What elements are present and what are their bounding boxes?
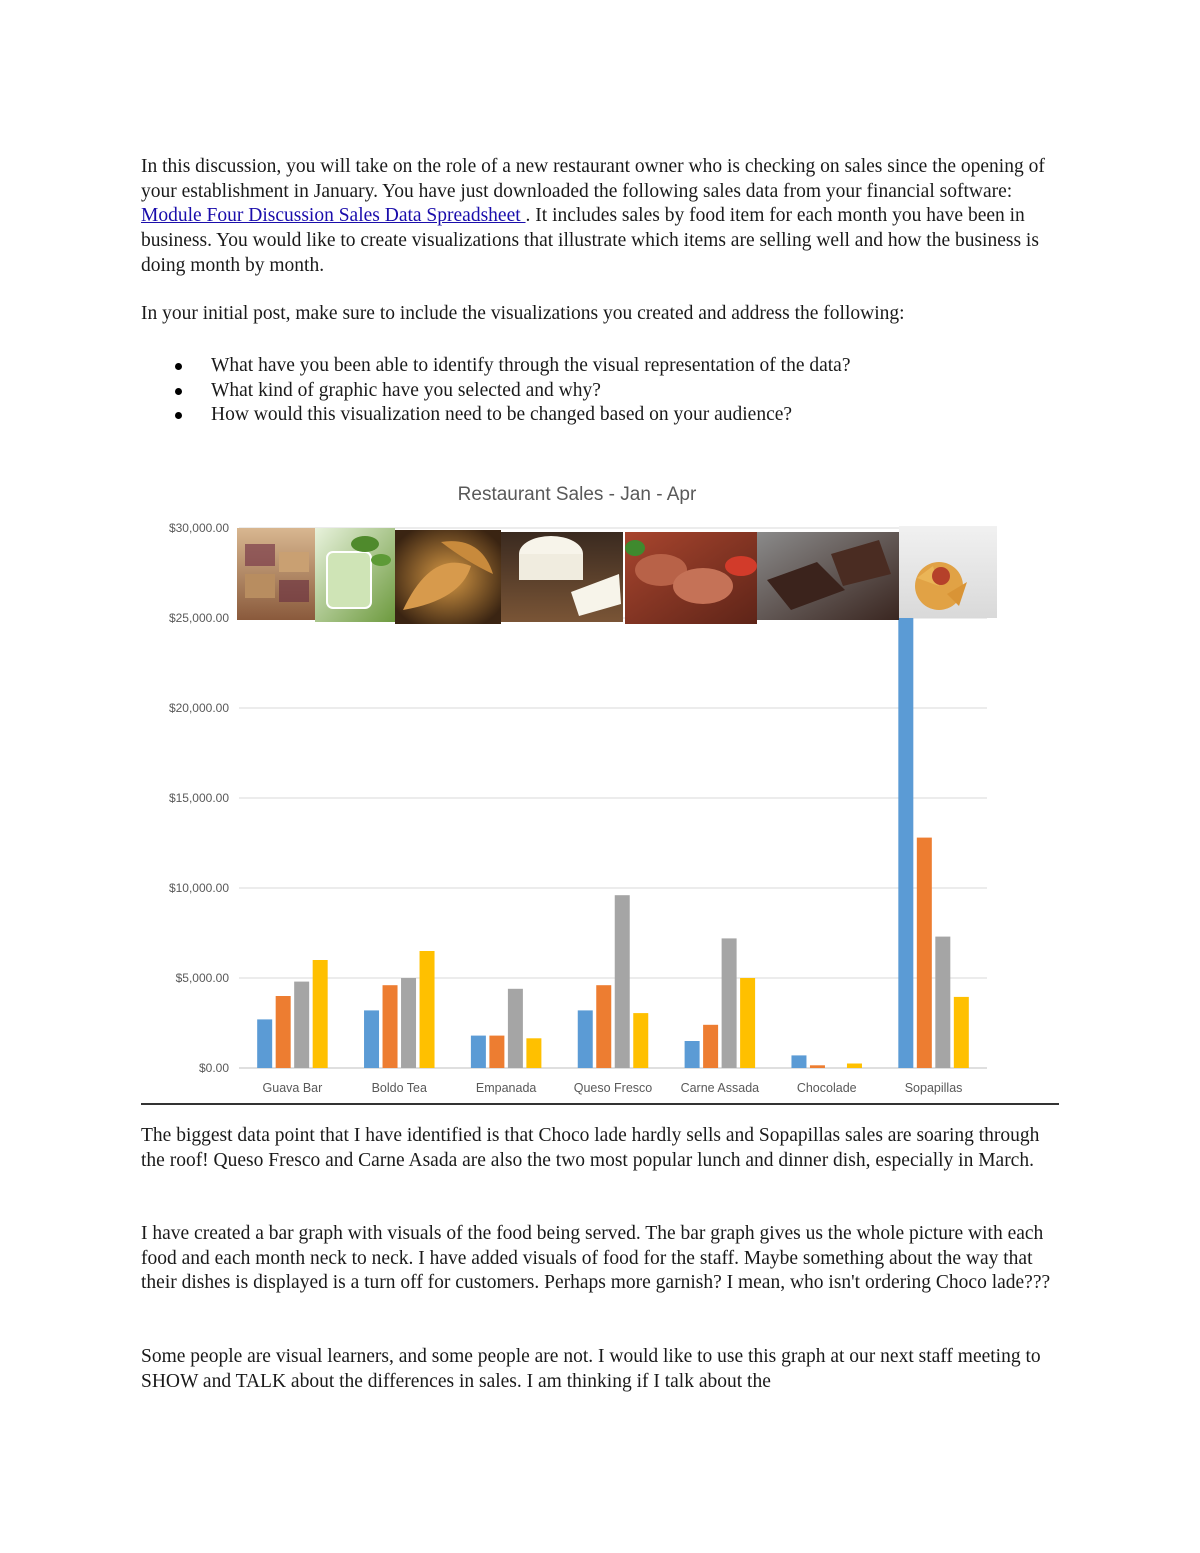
bar-jan-0 <box>257 1019 272 1068</box>
list-item-text: What have you been able to identify through the visual representation of the data? <box>211 355 851 376</box>
bar-apr-2 <box>526 1038 541 1068</box>
x-tick-label: Empanada <box>475 1081 537 1095</box>
bar-feb-0 <box>276 996 291 1068</box>
bar-apr-0 <box>313 960 328 1068</box>
bullet-icon <box>175 412 182 419</box>
x-tick-label: Boldo Tea <box>371 1081 427 1095</box>
spreadsheet-link[interactable]: Module Four Discussion Sales Data Spreadsheet <box>141 205 526 227</box>
bullet-icon <box>175 363 182 370</box>
bar-jan-5 <box>791 1055 806 1068</box>
guava-bar-photo <box>237 528 315 620</box>
chocolate-photo <box>757 532 899 620</box>
bar-jan-3 <box>578 1010 593 1068</box>
list-item <box>141 403 1041 428</box>
bar-jan-4 <box>685 1041 700 1068</box>
chart-title: Restaurant Sales - Jan - Apr <box>457 484 697 505</box>
bar-jan-6 <box>898 618 913 1068</box>
sopapillas-photo <box>899 526 997 618</box>
y-tick-label: $0.00 <box>198 1061 229 1075</box>
food-photo-strip <box>237 526 997 624</box>
bar-feb-1 <box>383 985 398 1068</box>
x-tick-label: Chocolade <box>796 1081 857 1095</box>
list-item <box>141 379 1041 404</box>
bar-feb-5 <box>810 1065 825 1068</box>
bar-apr-3 <box>633 1013 648 1068</box>
y-tick-label: $10,000.00 <box>168 881 229 895</box>
bar-mar-4 <box>722 938 737 1068</box>
bar-mar-1 <box>401 978 416 1068</box>
bar-apr-1 <box>420 951 435 1068</box>
bar-jan-2 <box>471 1036 486 1068</box>
boldo-tea-photo <box>315 528 395 622</box>
bar-feb-3 <box>596 985 611 1068</box>
carne-asada-photo <box>625 532 757 624</box>
queso-fresco-photo <box>501 532 623 622</box>
bullet-icon <box>175 388 182 395</box>
bar-feb-6 <box>917 838 932 1068</box>
x-tick-label: Sopapillas <box>904 1081 963 1095</box>
bar-feb-4 <box>703 1025 718 1068</box>
x-tick-label: Queso Fresco <box>573 1081 653 1095</box>
y-tick-label: $25,000.00 <box>168 611 229 625</box>
bar-mar-6 <box>935 937 950 1068</box>
bar-mar-0 <box>294 982 309 1068</box>
y-tick-label: $30,000.00 <box>168 521 229 535</box>
empanada-photo <box>395 530 501 624</box>
prompt-paragraph: In your initial post, make sure to include the visualizations you created and address the following: <box>141 303 905 324</box>
bar-mar-3 <box>615 895 630 1068</box>
audience-paragraph: Some people are visual learners, and some people are not. I would like to use this graph at our next staff meeting to SHOW and TALK about the differences in sales. I am thinking if I talk about the <box>141 1346 1041 1392</box>
bars <box>257 618 969 1068</box>
x-tick-label: Carne Assada <box>680 1081 760 1095</box>
intro-text-2: . It includes sales by food item for each month you have been in business. You would like to create visualizations that illustrate which items are selling well and how the business is doing month by month. <box>141 205 1039 276</box>
list-item <box>141 354 1041 379</box>
list-item-text: How would this visualization need to be changed based on your audience? <box>211 404 793 426</box>
x-axis <box>263 1081 963 1095</box>
bar-apr-6 <box>954 997 969 1068</box>
list-item-text: What kind of graphic have you selected and why? <box>211 379 601 401</box>
bar-apr-4 <box>740 978 755 1068</box>
sales-bar-chart <box>141 470 1061 1110</box>
bar-feb-2 <box>489 1036 504 1068</box>
question-list <box>141 354 1041 428</box>
y-tick-label: $15,000.00 <box>168 791 229 805</box>
y-tick-label: $20,000.00 <box>168 701 229 715</box>
x-tick-label: Guava Bar <box>262 1081 323 1095</box>
graphic-choice-paragraph: I have created a bar graph with visuals of the food being served. The bar graph gives us the whole picture with each food and each month neck to neck. I have added visuals of food for the staff. Maybe something about the way that their dishes is displayed is a turn off for customers. Perhaps more garnish? I mean, who isn't ordering Choco lade??? <box>141 1223 1051 1294</box>
intro-paragraph <box>141 155 1061 279</box>
bar-mar-2 <box>508 989 523 1068</box>
bar-apr-5 <box>847 1064 862 1069</box>
intro-text-1: In this discussion, you will take on the role of a new restaurant owner who is checking on sales since the opening of your establishment in January. You have just downloaded the following sales data from your financial software: <box>141 156 1045 202</box>
bar-jan-1 <box>364 1010 379 1068</box>
y-tick-label: $5,000.00 <box>175 971 229 985</box>
findings-paragraph: The biggest data point that I have identified is that Choco lade hardly sells and Sopapillas sales are soaring through the roof! Queso Fresco and Carne Asada are also the two most popular lunch and dinner dish, especially in March. <box>141 1125 1040 1171</box>
